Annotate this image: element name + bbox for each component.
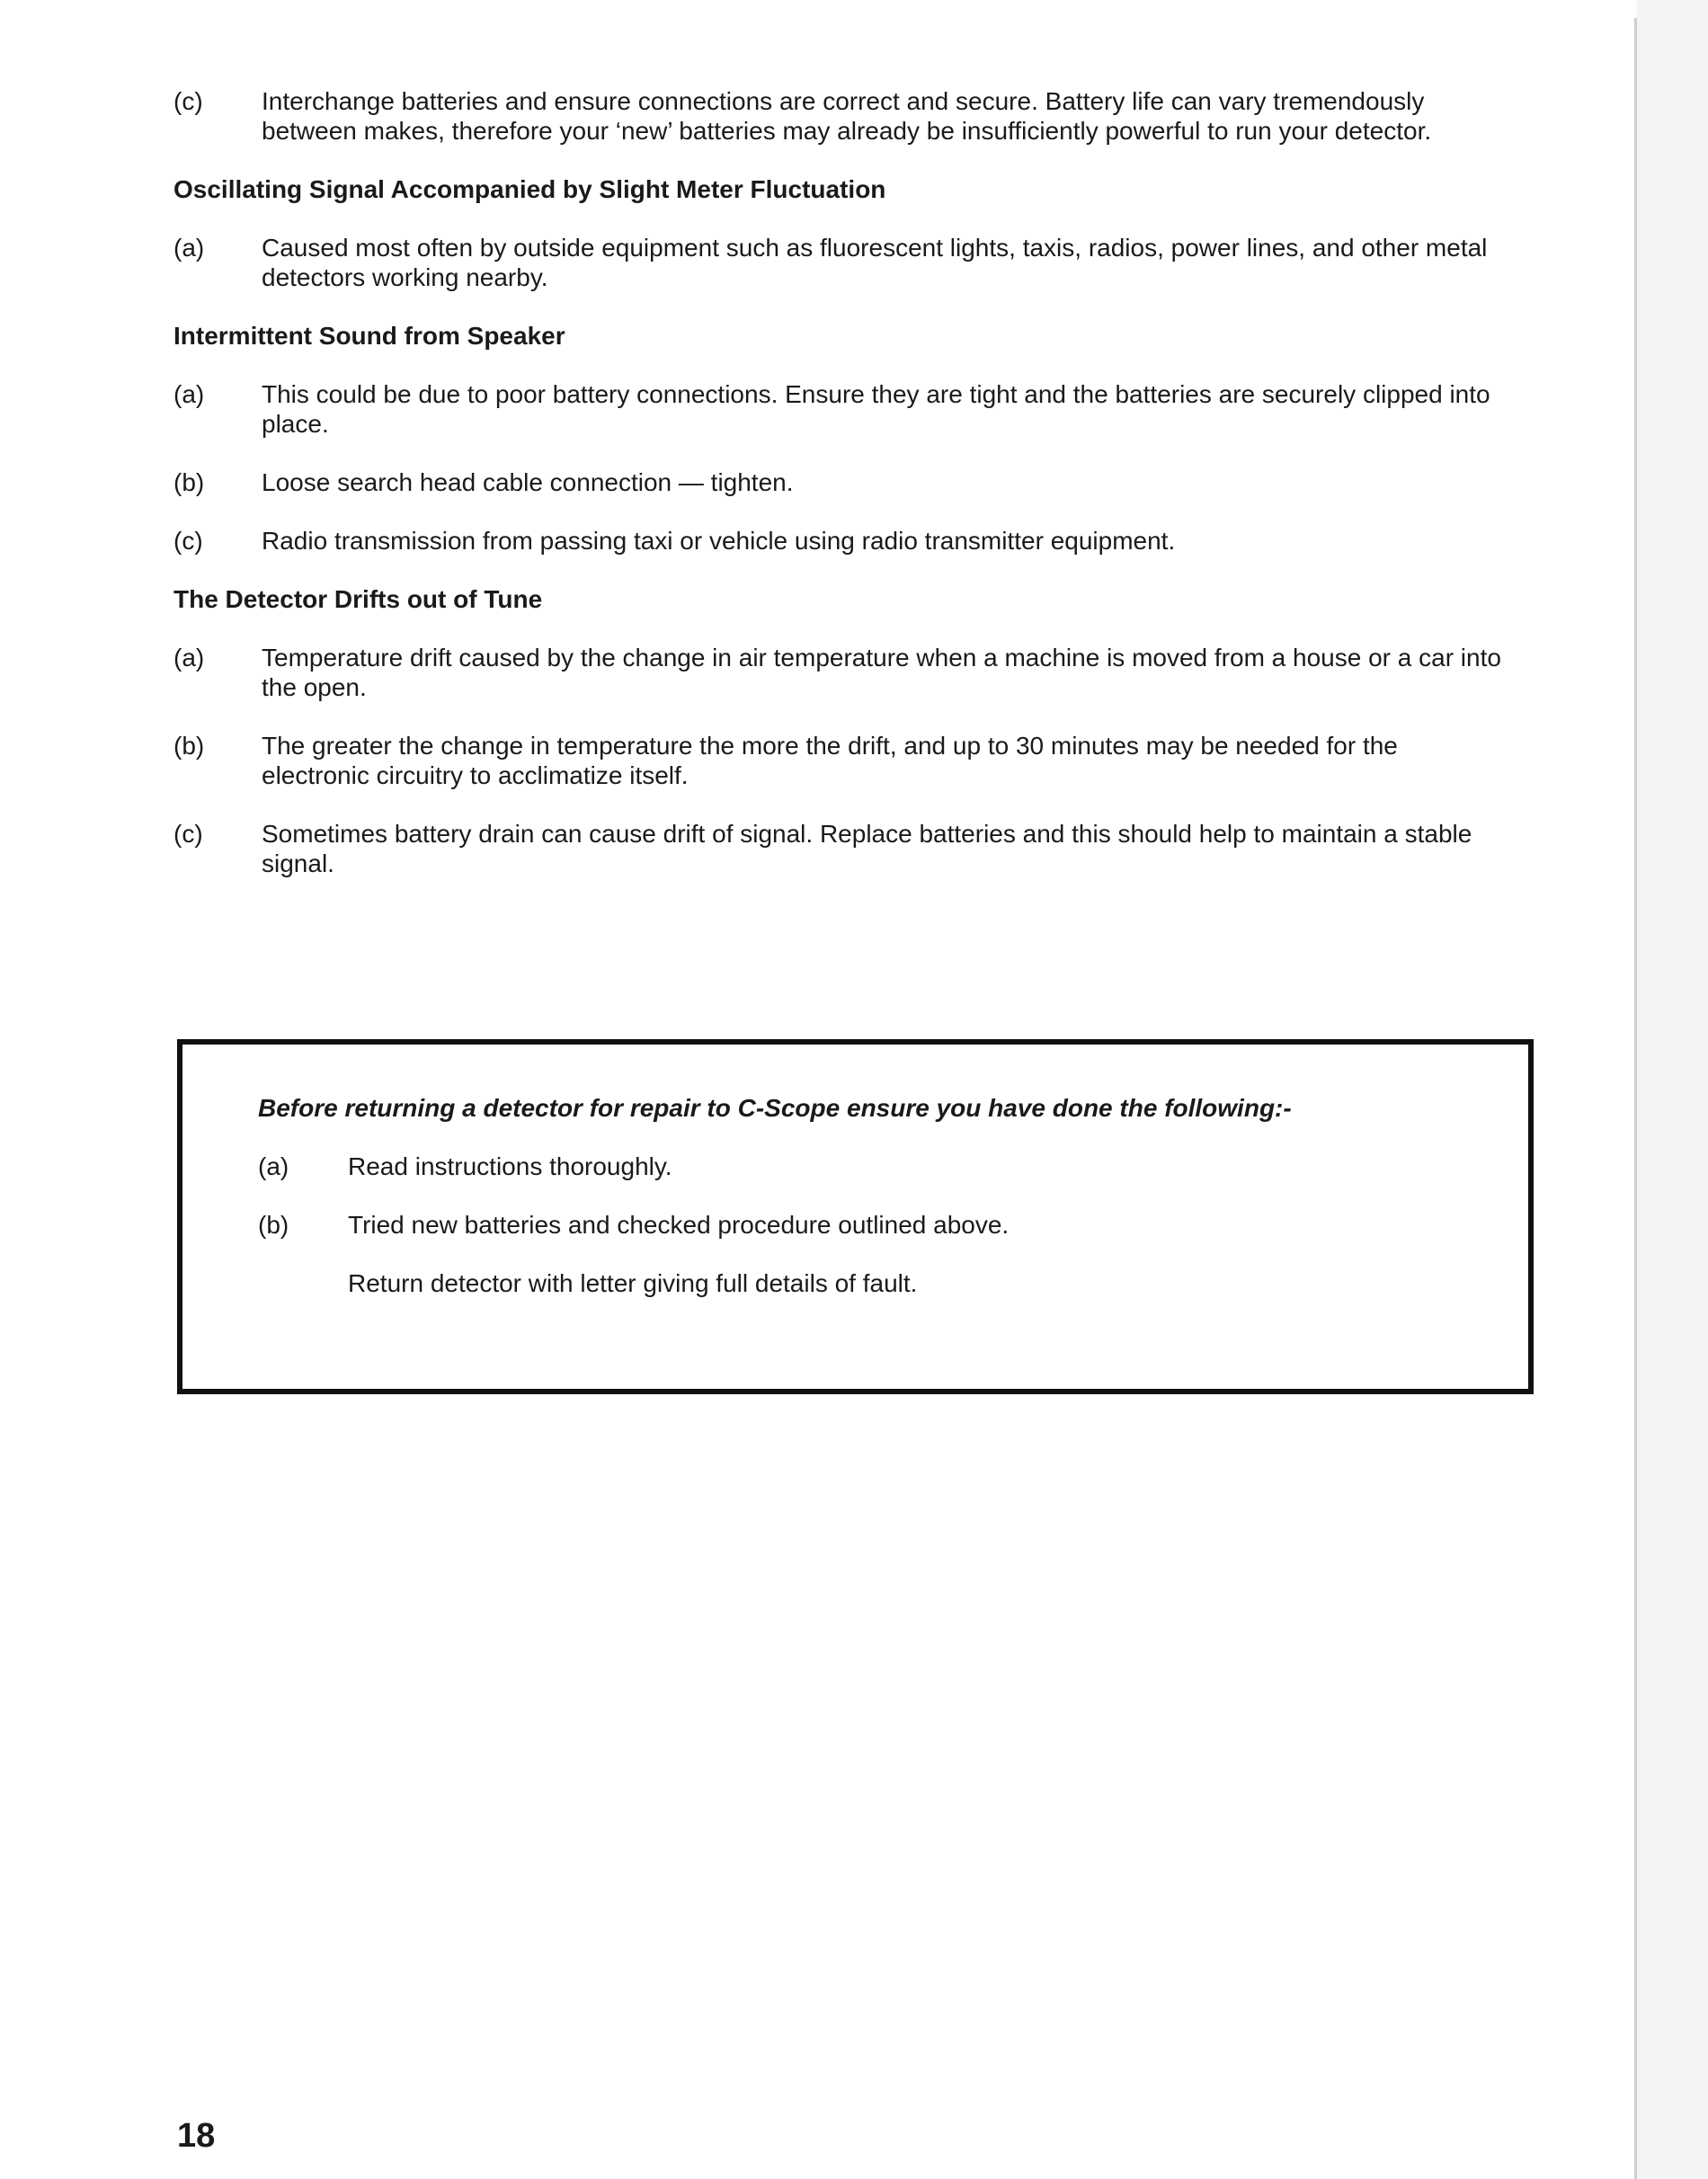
item-text: This could be due to poor battery connections. Ensure they are tight and the batteries are securely clipped into place. <box>262 380 1490 438</box>
list-item <box>173 819 1504 878</box>
item-text: Radio transmission from passing taxi or vehicle using radio transmitter equipment. <box>262 527 1176 555</box>
item-marker: (b) <box>173 468 205 496</box>
list-item <box>173 643 1504 702</box>
item-marker: (a) <box>258 1152 289 1180</box>
item-marker: (c) <box>173 87 203 115</box>
notice-item <box>258 1210 1481 1240</box>
list-item <box>173 467 1504 497</box>
page-edge-shadow <box>1637 0 1708 2179</box>
item-marker: (c) <box>173 527 203 555</box>
notice-item <box>258 1152 1481 1181</box>
item-marker: (b) <box>173 732 205 760</box>
item-text: Temperature drift caused by the change in air temperature when a machine is moved from a house or a car into the open. <box>262 644 1501 701</box>
item-text: Caused most often by outside equipment such as fluorescent lights, taxis, radios, power lines, and other metal detectors working nearby. <box>262 234 1488 291</box>
item-marker: (a) <box>173 380 205 408</box>
item-text: Sometimes battery drain can cause drift of signal. Replace batteries and this should help to maintain a stable signal. <box>262 820 1472 877</box>
item-text: Tried new batteries and checked procedure outlined above. <box>348 1211 1010 1239</box>
repair-notice-content <box>258 1093 1481 1298</box>
item-marker: (a) <box>173 644 205 671</box>
section-heading-intermittent-sound: Intermittent Sound from Speaker <box>173 322 565 350</box>
list-item <box>173 86 1504 146</box>
page-edge <box>1634 18 1637 2179</box>
item-text: Loose search head cable connection — tighten. <box>262 468 794 496</box>
item-text: Read instructions thoroughly. <box>348 1152 672 1180</box>
item-marker: (c) <box>173 820 203 848</box>
troubleshooting-content <box>173 86 1504 907</box>
list-item <box>173 526 1504 556</box>
page-number: 18 <box>177 2117 216 2155</box>
list-item <box>173 233 1504 292</box>
list-item <box>173 379 1504 439</box>
item-marker: (b) <box>258 1211 289 1239</box>
item-marker: (a) <box>173 234 205 262</box>
list-item <box>173 731 1504 790</box>
item-text: The greater the change in temperature the more the drift, and up to 30 minutes may be needed for the electronic circuitry to acclimatize itself. <box>262 732 1398 789</box>
section-heading-detector-drifts: The Detector Drifts out of Tune <box>173 585 543 613</box>
notice-note: Return detector with letter giving full details of fault. <box>348 1269 918 1297</box>
section-heading-oscillating-signal: Oscillating Signal Accompanied by Slight Meter Fluctuation <box>173 175 886 203</box>
item-text: Interchange batteries and ensure connections are correct and secure. Battery life can vary tremendously between makes, therefore your ‘new’ batteries may already be insufficiently powerful to run your detector. <box>262 87 1432 145</box>
notice-title: Before returning a detector for repair to C-Scope ensure you have done the following:- <box>258 1094 1292 1122</box>
